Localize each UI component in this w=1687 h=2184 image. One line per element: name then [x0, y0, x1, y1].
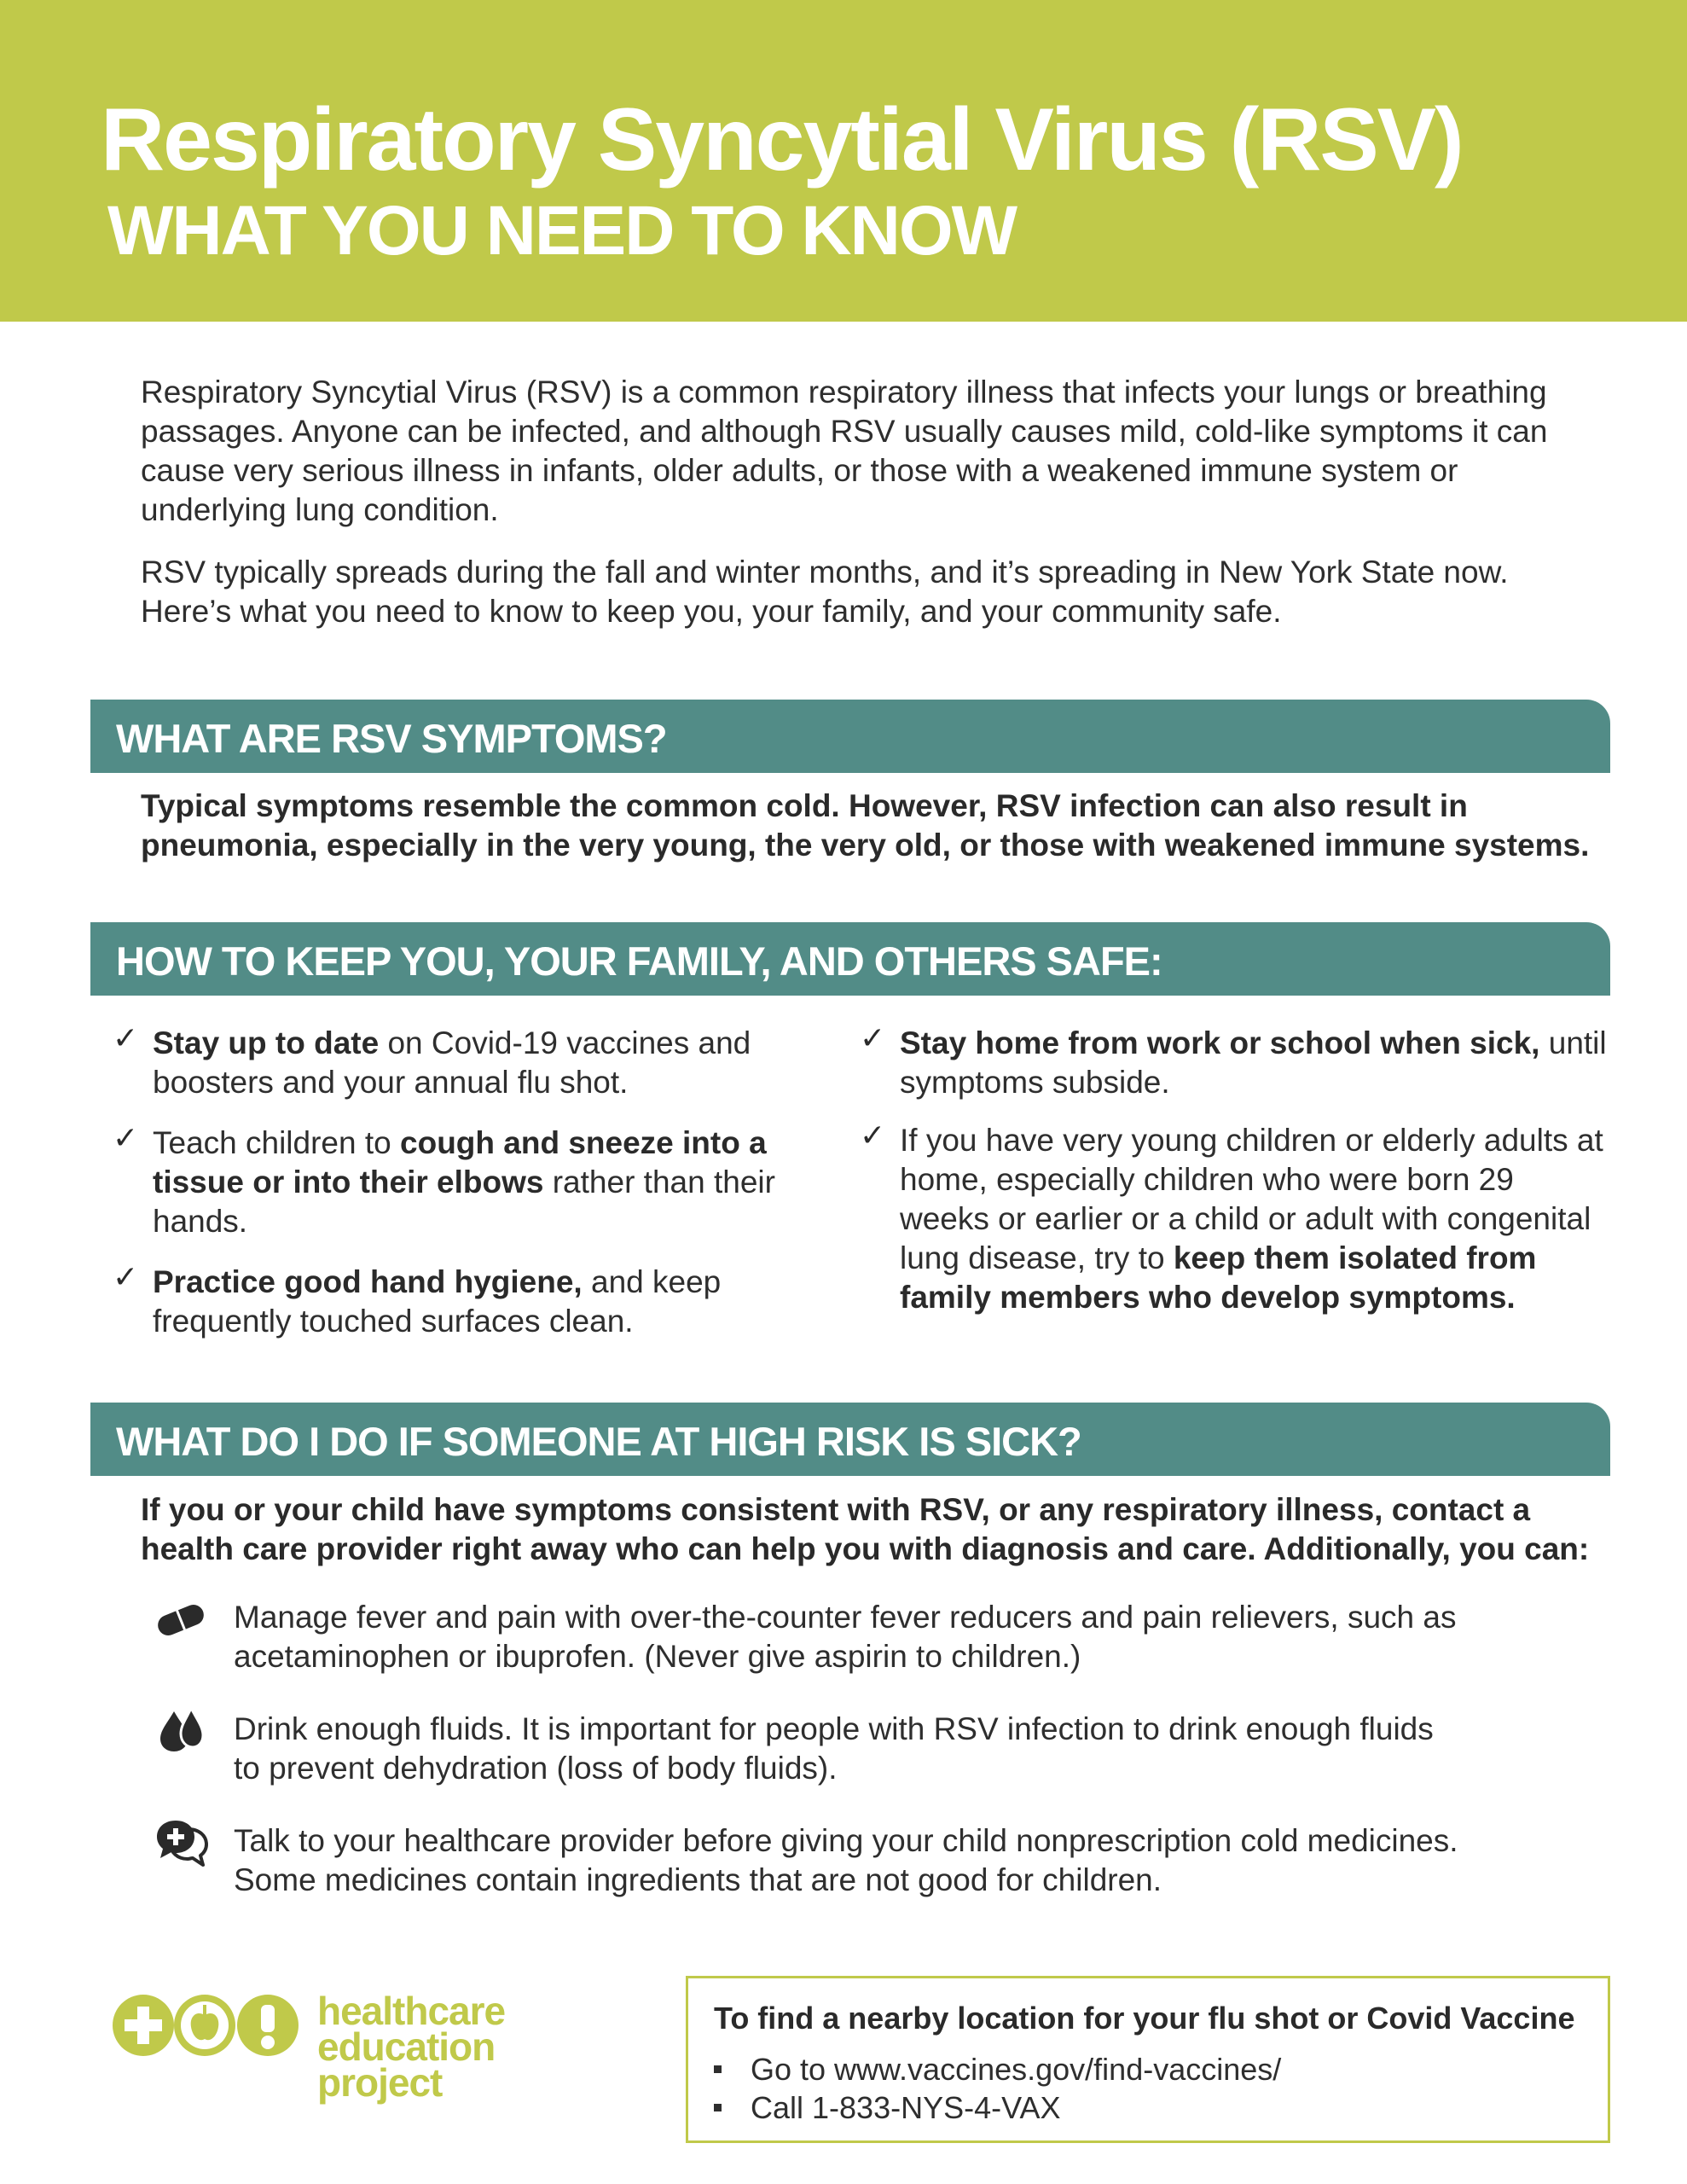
intro-paragraph-2: RSV typically spreads during the fall and winter months, and it’s spreading in New York State now. Here’s what you need to know to keep you, your family, and your community safe.	[141, 555, 1509, 629]
action-manage-fever: Manage fever and pain with over-the-counter fever reducers and pain relievers, such as acetaminophen or ibuprofen. (Never give aspirin to children.)	[234, 1600, 1457, 1674]
header-banner	[0, 0, 1687, 322]
high-risk-body: If you or your child have symptoms consistent with RSV, or any respiratory illness, contact a health care provider right away who can help you with diagnosis and care. Additionally, you can:	[141, 1492, 1590, 1566]
vaccines-gov-link[interactable]: Go to www.vaccines.gov/find-vaccines/	[751, 2052, 1282, 2087]
bullet-icon	[714, 2065, 722, 2073]
phone-number[interactable]: Call 1-833-NYS-4-VAX	[751, 2090, 1061, 2125]
high-risk-heading: WHAT DO I DO IF SOMEONE AT HIGH RISK IS SICK?	[116, 1419, 1081, 1464]
safety-item-vaccines: Stay up to date on Covid-19 vaccines and boosters and your annual flu shot.	[153, 1025, 751, 1100]
medical-chat-icon	[154, 1817, 210, 1868]
symptoms-section-header	[90, 700, 1610, 773]
safety-item-stay-home: Stay home from work or school when sick, until symptoms subside.	[900, 1025, 1607, 1100]
safety-heading: HOW TO KEEP YOU, YOUR FAMILY, AND OTHERS SAFE:	[116, 938, 1162, 984]
vaccine-location-title: To find a nearby location for your flu shot or Covid Vaccine	[714, 2001, 1575, 2036]
symptoms-heading: WHAT ARE RSV SYMPTOMS?	[116, 716, 667, 761]
vaccine-location-list	[714, 2050, 1281, 2127]
action-drink-fluids: Drink enough fluids. It is important for people with RSV infection to drink enough fluids to prevent dehydration (loss of body fluids).	[234, 1711, 1434, 1786]
page-subtitle: WHAT YOU NEED TO KNOW	[107, 192, 1016, 270]
bullet-icon	[714, 2104, 722, 2111]
pill-icon	[152, 1599, 210, 1641]
safety-item-cough: Teach children to cough and sneeze into a tissue or into their elbows rather than their hands.	[153, 1125, 775, 1239]
water-drops-icon	[155, 1706, 206, 1754]
check-mark-icon: ✓	[113, 1120, 139, 1155]
check-mark-icon: ✓	[113, 1020, 139, 1055]
symptoms-body: Typical symptoms resemble the common cold. However, RSV infection can also result in pneumonia, especially in the very young, the very old, or those with weakened immune systems.	[141, 788, 1590, 863]
list-item	[714, 2050, 1281, 2088]
safety-item-hygiene: Practice good hand hygiene, and keep frequently touched surfaces clean.	[153, 1264, 722, 1339]
safety-item-isolate: If you have very young children or elderly adults at home, especially children who were born 29 weeks or earlier or a child or adult with congenital lung disease, try to keep them isolated from family members who develop symptoms.	[900, 1123, 1603, 1315]
check-mark-icon: ✓	[113, 1259, 139, 1294]
vaccine-location-box	[686, 1976, 1610, 2143]
safety-section-header	[90, 922, 1610, 996]
list-item	[714, 2088, 1281, 2127]
action-talk-provider: Talk to your healthcare provider before giving your child nonprescription cold medicines. Some medicines contain ingredients that are not good for children.	[234, 1823, 1458, 1897]
check-mark-icon: ✓	[860, 1020, 886, 1055]
high-risk-section-header	[90, 1403, 1610, 1476]
page-title: Respiratory Syncytial Virus (RSV)	[101, 90, 1463, 189]
logo-wordmark: healthcare education project	[317, 1989, 506, 2105]
intro-paragraph-1: Respiratory Syncytial Virus (RSV) is a common respiratory illness that infects your lungs or breathing passages. Anyone can be infected, and although RSV usually causes mild, cold-like symptoms it can cause very serious illness in infants, older adults, or those with a weakened immune system or underlying lung condition.	[141, 375, 1548, 527]
check-mark-icon: ✓	[860, 1118, 886, 1153]
healthcare-education-project-logo	[111, 1991, 300, 2059]
